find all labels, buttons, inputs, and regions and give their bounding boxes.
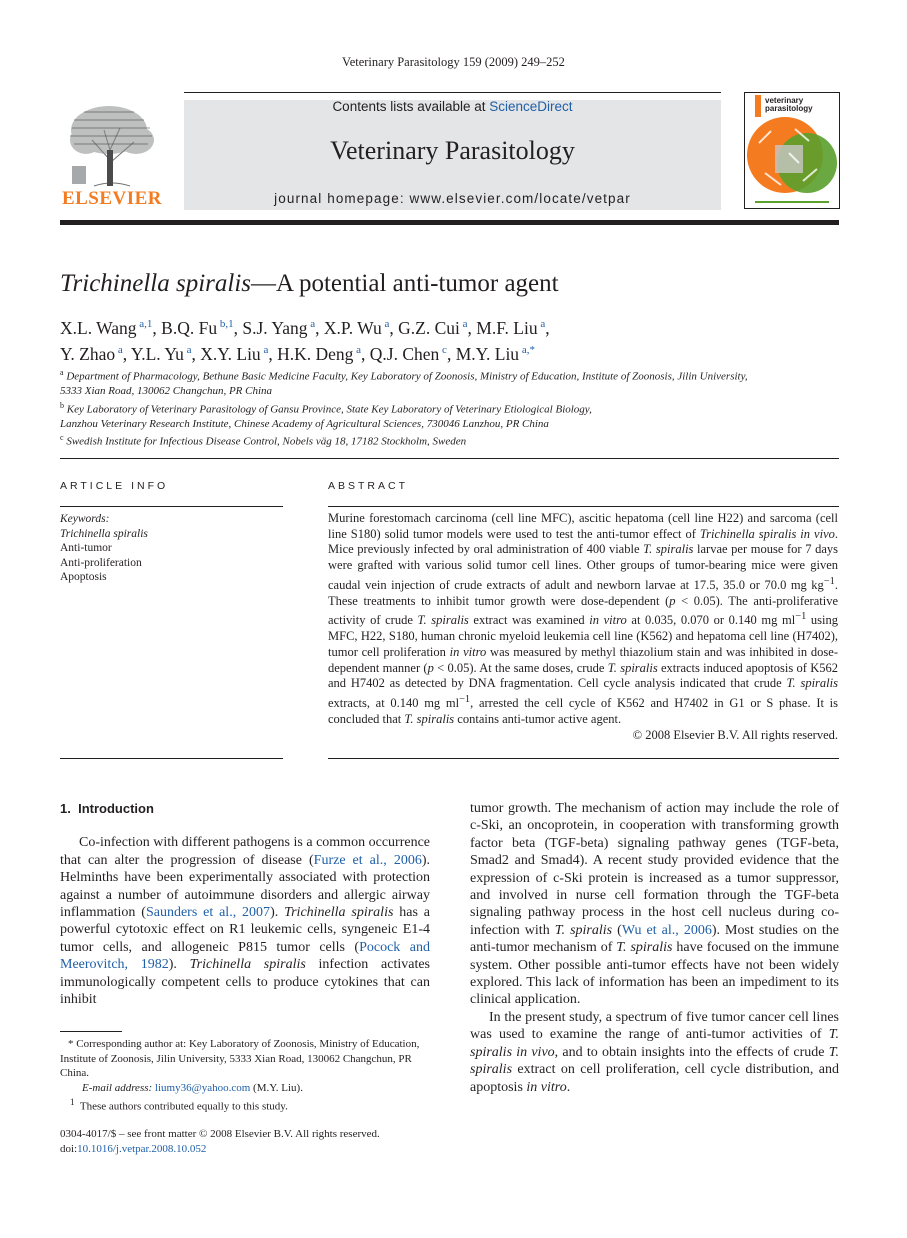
equal-contribution-footnote: $^1$ These authors contributed equally to this study. (70, 1097, 288, 1113)
author-list (60, 313, 840, 365)
corresponding-text: Corresponding author at: Key Laboratory of Zoonosis, Ministry of Education, Institute of Zoonosis, Jilin University, 5333 Xian Road, 130062 Changchun, PR China. (60, 1038, 420, 1079)
author-affiliation-marker[interactable]: a (183, 343, 192, 356)
cover-title-line-2: parasitology (765, 104, 813, 113)
affiliation-marker: c (60, 433, 64, 443)
article-info-heading: ARTICLE INFO (60, 480, 169, 492)
journal-cover-thumbnail[interactable] (744, 92, 840, 209)
author-affiliation-marker[interactable]: b,1 (217, 318, 234, 330)
article-title-species: Trichinella spiralis (60, 270, 252, 297)
elsevier-logo[interactable] (60, 100, 164, 210)
abstract-copyright: © 2008 Elsevier B.V. All rights reserved. (632, 727, 838, 742)
author-name: Q.J. Chen (369, 343, 440, 364)
contents-available-line (184, 99, 721, 114)
affiliation-marker: b (60, 400, 64, 410)
intro-paragraph-1-cont: tumor growth. The mechanism of action may include the role of c-Ski, an oncoprotein, in cooperation with transforming growth factor beta (TGF-beta) signaling pathway genes (TGF-beta, Smad2 and Smad4). A recent study provided evidence that the expression of c-Ski protein is increased as a tumor suppressor, and involved in nurse cell formation through the TGF-beta signaling pathway process in the host cell nucleus during co-infection with T. spiralis (Wu et al., 2006). Most studies on the anti-tumor mechanism of T. spiralis have focused on the immune system. Other possible anti-tumor effects have not been widely explored. This lack of information has been an impediment to its clinical application. (470, 801, 840, 1008)
author-affiliation-marker[interactable]: a,1 (136, 318, 153, 330)
keyword-item: Apoptosis (60, 571, 107, 583)
footnotes (60, 1037, 432, 1156)
email-label: E-mail address: (82, 1081, 153, 1094)
intro-right-column (470, 800, 839, 1096)
affiliation-b (60, 399, 840, 417)
issn-line: 0304-4017/$ – see front matter © 2008 Elsevier B.V. All rights reserved. (60, 1128, 380, 1141)
author-line-2: Y. Zhao $^a$, Y.L. Yu $^a$, X.Y. Liu $^a$, H.K. Deng $^a$, Q.J. Chen $^c$, M.Y. Liu $^{a,*}$ (60, 343, 535, 364)
affiliation-marker: a (60, 368, 64, 377)
equal-contribution-text: These authors contributed equally to this study. (79, 1100, 288, 1113)
keyword-item: Anti-proliferation (60, 556, 142, 569)
email-footnote (60, 1081, 432, 1096)
author-name: S.J. Yang (242, 317, 308, 338)
abstract-bottom-rule (328, 758, 839, 759)
affiliation-text-cont: 5333 Xian Road, 130062 Changchun, PR China (60, 385, 273, 398)
keyword-item: Trichinella spiralis (60, 527, 148, 540)
keyword-item: Anti-tumor (60, 542, 112, 554)
author-affiliation-marker[interactable]: a (307, 318, 316, 330)
author-name: X.P. Wu (323, 317, 382, 338)
doi-link[interactable]: 10.1016/j.vetpar.2008.10.052 (77, 1142, 207, 1155)
intro-left-column (60, 800, 430, 1008)
affiliation-text: Department of Pharmacology, Bethune Basic Medicine Faculty, Key Laboratory of Zoonosis, Ministry of Education, Institute of Zoonosis, Jilin University, (66, 370, 748, 383)
keywords-label: Keywords: (60, 513, 110, 525)
cover-art-icon (745, 93, 839, 208)
doi-label: doi: (60, 1142, 78, 1155)
banner-top-rule (184, 92, 721, 93)
keywords-block (60, 512, 148, 585)
author-name: X.Y. Liu (200, 343, 261, 364)
section-number: 1. (60, 801, 71, 816)
author-name: Y.L. Yu (130, 343, 184, 364)
reference-link[interactable]: Pocock and Meerovitch, 1982 (60, 939, 430, 973)
author-name: G.Z. Cui (398, 317, 460, 338)
author-line-1: X.L. Wang $^{a,1}$, B.Q. Fu $^{b,1}$, S.J. Yang $^a$, X.P. Wu $^a$, G.Z. Cui $^a$, M.F. Liu $^a$, (60, 317, 550, 338)
article-title-rest: —A potential anti-tumor agent (251, 270, 559, 297)
reference-link[interactable]: Wu et al., 2006 (621, 922, 712, 938)
abstract-text: Murine forestomach carcinoma (cell line MFC), ascitic hepatoma (cell line H22) and sarcoma (cell line S180) solid tumor models were used to test the anti-tumor effect of Trichinella spiralis in vivo. Mice previously infected by oral administration of 400 viable T. spiralis larvae per mouse for 7 days were grafted with various solid tumor cell lines. Other groups of tumor-bearing mice were given caudal vein injection of crude extracts of adult and newborn larvae at 17.5, 35.0 or 70.0 mg $kg^{-1}$. These treatments to inhibit tumor growth were dose-dependent (p < 0.05). The anti-proliferative activity of crude T. spiralis extract was examined in vitro at 0.035, 0.070 or 0.140 mg $ml^{-1}$ using MFC, H22, S180, human chronic myeloid leukemia cell line (K562) and hepatoma cell line (H7402), tumor cell proliferation in vitro was measured by methyl thiazolium stain and was inhibited in dose-dependent manner (p < 0.05). At the same doses, crude T. spiralis extracts induced apoptosis of K562 and H7402 as detected by DNA fragmentation. Cell cycle analysis indicated that crude T. spiralis extracts, at 0.140 mg $ml^{-1}$, arrested the cell cycle of K562 and H7402 in G1 or S phase. It is concluded that T. spiralis contains anti-tumor active agent. © 2008 Elsevier B.V. All rights reserved. (328, 511, 839, 742)
author-name: M.Y. Liu (455, 343, 520, 364)
article-title (60, 270, 559, 298)
elsevier-tree-icon (64, 100, 160, 188)
author-name: B.Q. Fu (161, 317, 218, 338)
journal-banner (184, 100, 721, 210)
reference-link[interactable]: Saunders et al., 2007 (145, 905, 271, 921)
section-heading (60, 800, 430, 817)
article-info-rule (60, 506, 283, 507)
doi-line (60, 1142, 432, 1157)
header-rule (60, 220, 839, 225)
author-affiliation-marker[interactable]: a (115, 343, 123, 356)
sciencedirect-link[interactable]: ScienceDirect (489, 99, 573, 114)
affiliation-text-cont: Lanzhou Veterinary Research Institute, Chinese Academy of Agricultural Sciences, 730046 Lanzhou, PR China (60, 417, 549, 430)
article-info-bottom-rule (60, 758, 283, 759)
author-name: H.K. Deng (277, 343, 354, 364)
intro-paragraph-2: In the present study, a spectrum of five tumor cancer cell lines was used to examine the range of anti-tumor activities of T. spiralis in vivo, and to obtain insights into the effects of crude T. spiralis extract on cell proliferation, cell cycle distribution, and apoptosis in vitro. (470, 1009, 839, 1095)
author-name: Y. Zhao (60, 343, 116, 364)
affiliation-text: Swedish Institute for Infectious Disease Control, Nobels väg 18, 17182 Stockholm, Sweden (66, 435, 467, 448)
abstract-rule (328, 506, 839, 507)
affiliation-text: Key Laboratory of Veterinary Parasitology of Gansu Province, State Key Laboratory of Veterinary Etiological Biology, (66, 403, 592, 416)
journal-homepage-link[interactable]: journal homepage: www.elsevier.com/locate/vetpar (274, 191, 631, 206)
author-affiliation-marker[interactable]: a (459, 318, 468, 330)
author-name: M.F. Liu (476, 317, 538, 338)
affiliations (60, 366, 840, 449)
author-affiliation-marker[interactable]: a (381, 318, 390, 330)
author-affiliation-marker[interactable]: c (439, 343, 447, 356)
author-affiliation-marker[interactable]: a,* (519, 343, 535, 356)
affiliation-c (60, 431, 840, 449)
cover-title-line-1: veterinary (765, 96, 804, 105)
author-name: X.L. Wang (60, 317, 137, 338)
author-affiliation-marker[interactable]: a (260, 343, 269, 356)
author-affiliation-marker[interactable]: a (537, 318, 546, 330)
elsevier-wordmark: ELSEVIER (61, 188, 163, 209)
abstract-heading: ABSTRACT (328, 480, 409, 492)
footnote-rule (60, 1031, 122, 1032)
affiliation-a (60, 366, 840, 384)
intro-paragraph-1: Co-infection with different pathogens is a common occurrence that can alter the progression of disease (Furze et al., 2006). Helminths have been experimentally associated with protection against a number of autoimmune disorders and allergic airway inflammation (Saunders et al., 2007). Trichinella spiralis has a powerful cytotoxic effect on R1 leukemic cells, syngeneic E1-4 tumor cells, and allogeneic P815 tumor cells (Pocock and Meerovitch, 1982). Trichinella spiralis infection activates immunologically competent cells to produce cytokines that can inhibit (60, 835, 431, 1008)
journal-citation: Veterinary Parasitology 159 (2009) 249–252 (342, 55, 565, 69)
reference-link[interactable]: Furze et al., 2006 (313, 852, 422, 868)
corresponding-footnote: * Corresponding author at: Key Laboratory of Zoonosis, Ministry of Education, Institute of Zoonosis, Jilin University, 5333 Xian Road, 130062 Changchun, PR China. (60, 1038, 420, 1079)
email-suffix: (M.Y. Liu). (253, 1081, 303, 1094)
journal-title: Veterinary Parasitology (330, 136, 575, 165)
author-affiliation-marker[interactable]: a (353, 343, 362, 356)
email-link[interactable]: liumy36@yahoo.com (154, 1081, 251, 1094)
affiliation-rule (60, 458, 839, 459)
available-prefix: Contents lists available at (332, 99, 490, 114)
section-title: Introduction (78, 801, 154, 816)
